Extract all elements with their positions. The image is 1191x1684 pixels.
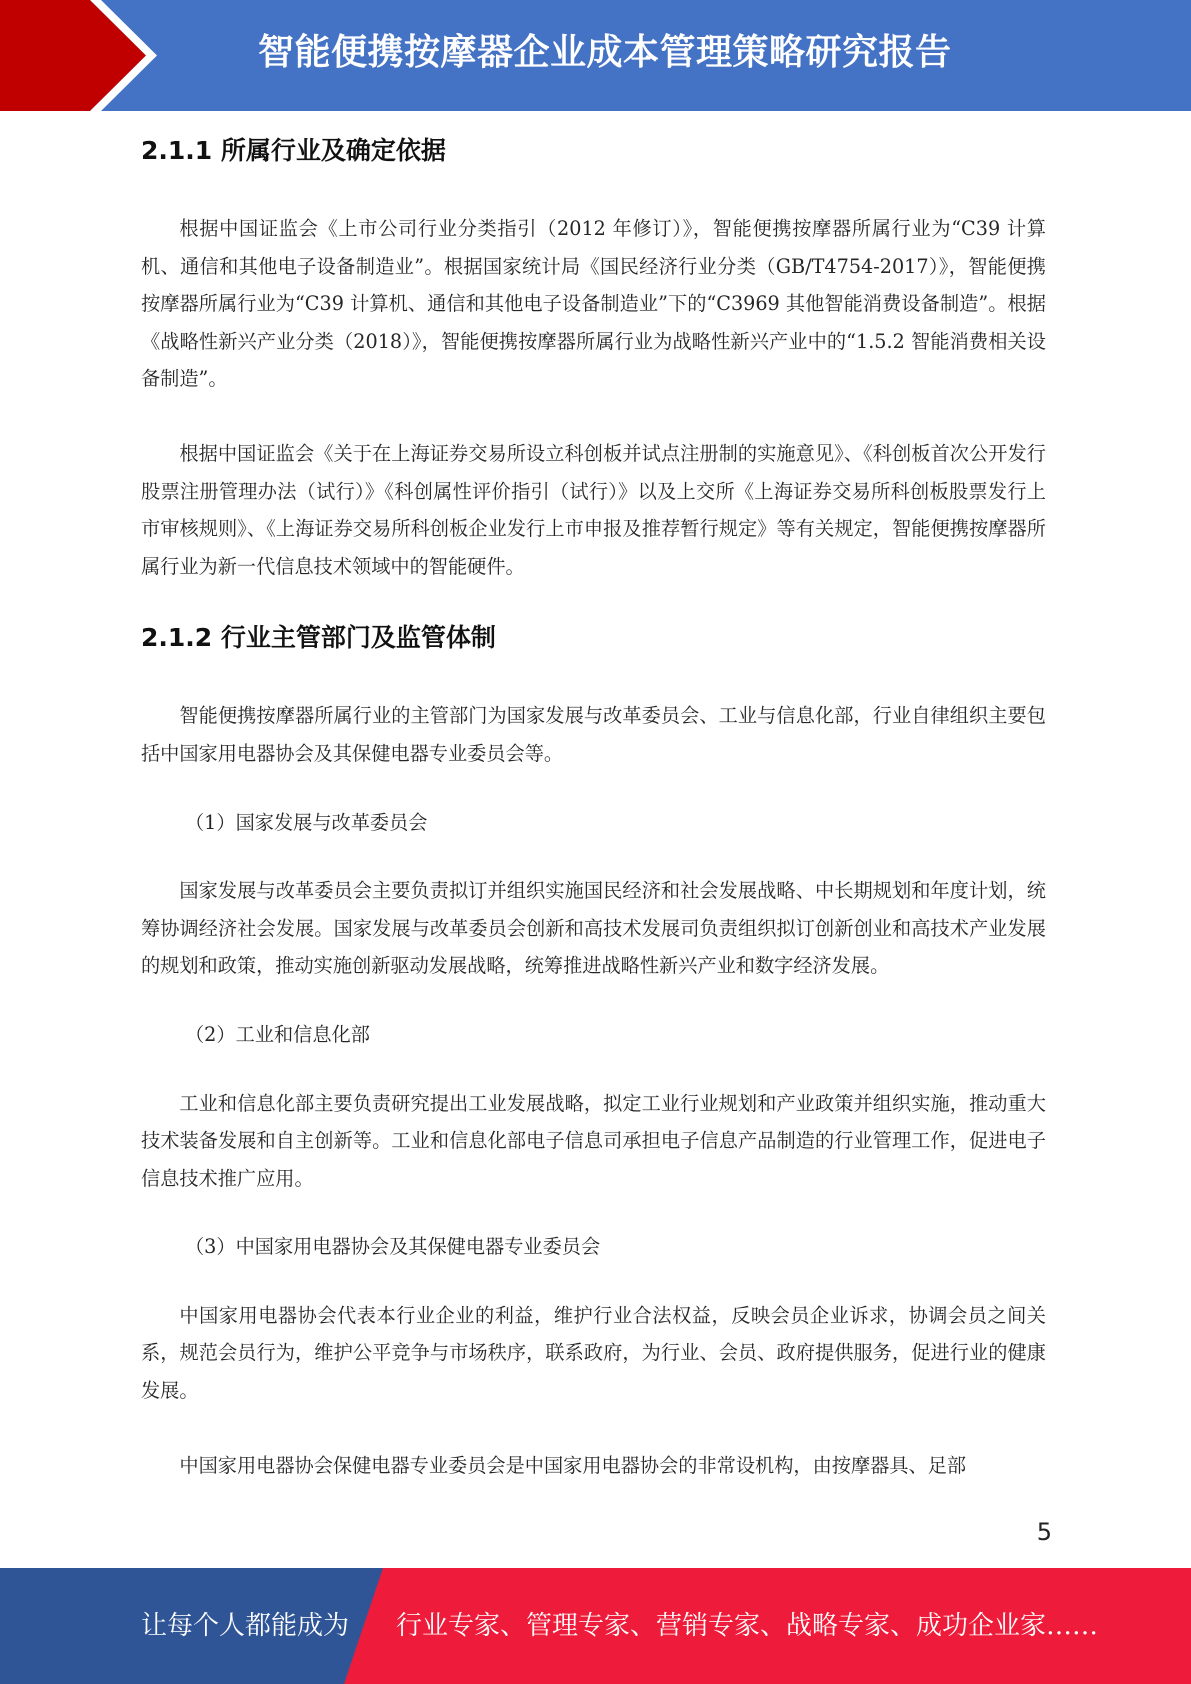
- paragraph: 国家发展与改革委员会主要负责拟订并组织实施国民经济和社会发展战略、中长期规划和年度计划，统筹协调经济社会发展。国家发展与改革委员会创新和高技术发展司负责组织拟订创新创业和高技术产业发展的规划和政策，推动实施创新驱动发展战略，统筹推进战略性新兴产业和数字经济发展。: [141, 879, 1046, 978]
- sub-heading-cheaa: （3）中国家用电器协会及其保健电器专业委员会: [185, 1235, 601, 1259]
- footer-slogan: 让每个人都能成为: [141, 1611, 350, 1641]
- sub-heading-miit: （2）工业和信息化部: [185, 1022, 370, 1046]
- sub-heading-ndrc: （1）国家发展与改革委员会: [185, 810, 428, 834]
- footer-banner: [0, 1568, 1191, 1684]
- paragraph: 中国家用电器协会代表本行业企业的利益，维护行业合法权益，反映会员企业诉求，协调会员之间关系，规范会员行为，维护公平竞争与市场秩序，联系政府，为行业、会员、政府提供服务，促进行业的健康发展。: [141, 1303, 1046, 1403]
- paragraph: 根据中国证监会《关于在上海证券交易所设立科创板并试点注册制的实施意见》、《科创板首次公开发行股票注册管理办法（试行）》《科创属性评价指引（试行）》以及上交所《上海证券交易所科创板股票发行上市审核规则》、《上海证券交易所科创板企业发行上市申报及推荐暂行规定》等有关规定，智能便携按摩器所属行业为新一代信息技术领域中的智能硬件。: [141, 441, 1046, 578]
- header-banner: [0, 0, 1191, 111]
- paragraph: 智能便携按摩器所属行业的主管部门为国家发展与改革委员会、工业与信息化部，行业自律组织主要包括中国家用电器协会及其保健电器专业委员会等。: [141, 704, 1046, 765]
- section-heading-2-1-2: 2.1.2 行业主管部门及监管体制: [141, 623, 496, 653]
- paragraph: 中国家用电器协会保健电器专业委员会是中国家用电器协会的非常设机构，由按摩器具、足部: [179, 1453, 967, 1477]
- section-heading-2-1-1: 2.1.1 所属行业及确定依据: [141, 136, 446, 165]
- page-number: 5: [1036, 1518, 1052, 1546]
- paragraph: 工业和信息化部主要负责研究提出工业发展战略，拟定工业行业规划和产业政策并组织实施，推动重大技术装备发展和自主创新等。工业和信息化部电子信息司承担电子信息产品制造的行业管理工作，促进电子信息技术推广应用。: [141, 1091, 1046, 1190]
- footer-tagline: 行业专家、管理专家、营销专家、战略专家、成功企业家……: [396, 1611, 1099, 1641]
- paragraph: 根据中国证监会《上市公司行业分类指引（2012 年修订）》，智能便携按摩器所属行业为“C39 计算机、通信和其他电子设备制造业”。根据国家统计局《国民经济行业分类（GB/T4754-2017）》，智能便携按摩器所属行业为“C39 计算机、通信和其他电子设备制造业”下的“C3969 其他智能消费设备制造”。根据《战略性新兴产业分类（2018）》，智能便携按摩器所属行业为战略性新兴产业中的“1.5.2 智能消费相关设备制造”。: [141, 217, 1046, 391]
- report-title: 智能便携按摩器企业成本管理策略研究报告: [258, 32, 952, 73]
- main-content: [141, 118, 1046, 1484]
